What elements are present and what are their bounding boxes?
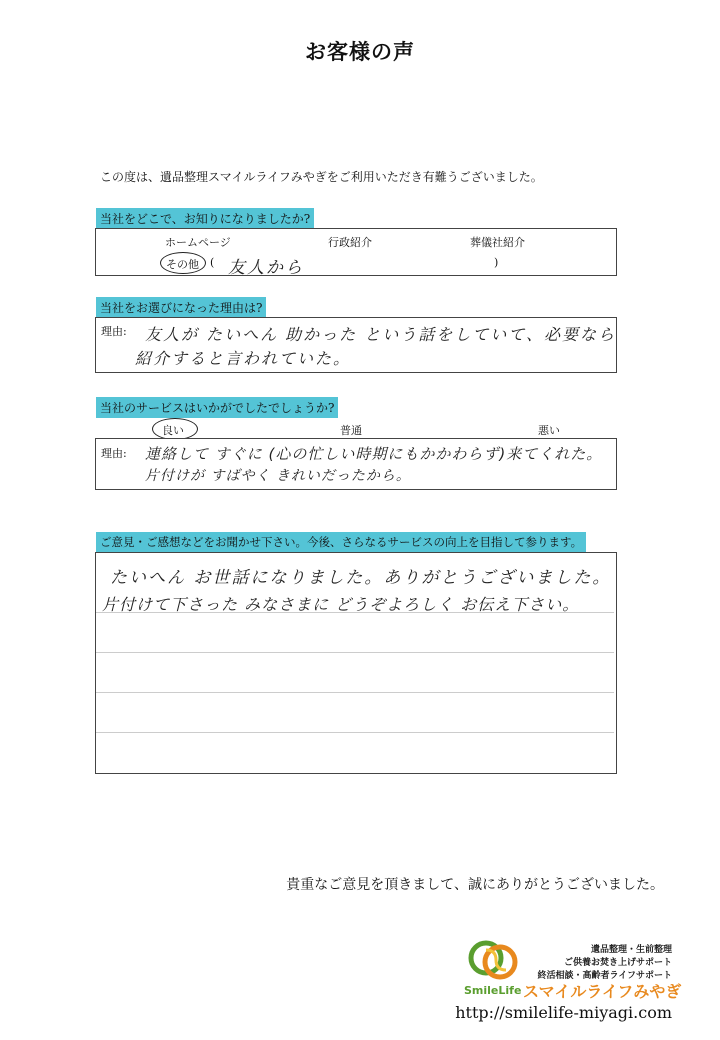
footer-brand-jp: スマイルライフみやぎ xyxy=(523,982,682,1001)
q1-option-gov: 行政紹介 xyxy=(328,236,372,249)
q1-option-homepage: ホームページ xyxy=(165,236,231,249)
smilelife-logo-icon xyxy=(466,938,520,984)
q4-divider-line xyxy=(96,692,614,693)
footer-service-2: ご供養お焚き上げサポート xyxy=(563,958,672,968)
closing-message: 貴重なご意見を頂きまして、誠にありがとうございました。 xyxy=(286,877,664,893)
q3-rating-good: 良い xyxy=(162,424,184,437)
q1-label: 当社をどこで、お知りになりましたか? xyxy=(96,208,314,229)
q4-divider-line xyxy=(96,652,614,653)
q4-answer-line-1: たいへん お世話になりました。ありがとうございました。 xyxy=(110,568,612,588)
q1-option-other: その他 xyxy=(166,258,199,271)
q2-answer-line-2: 紹介すると言われていた。 xyxy=(135,349,352,368)
q1-option-funeral: 葬儀社紹介 xyxy=(470,236,525,249)
q3-answer-line-2: 片付けが すばやく きれいだったから。 xyxy=(145,468,411,484)
q3-rating-normal: 普通 xyxy=(340,424,362,437)
q3-reason-label: 理由: xyxy=(101,447,127,460)
q3-answer-line-1: 連絡して すぐに (心の忙しい時期にもかかわらず)来てくれた。 xyxy=(145,445,603,463)
footer-brand-en: SmileLife xyxy=(464,984,522,997)
q4-answer-line-2: 片付けて下さった みなさまに どうぞよろしく お伝え下さい。 xyxy=(102,595,580,614)
q3-label: 当社のサービスはいかがでしたでしょうか? xyxy=(96,397,338,418)
footer-url[interactable]: http://smilelife-miyagi.com xyxy=(455,1003,672,1022)
page-title: お客様の声 xyxy=(305,40,415,64)
footer-service-1: 遺品整理・生前整理 xyxy=(590,945,672,955)
footer-service-3: 終活相談・高齢者ライフサポート xyxy=(537,971,672,981)
q1-paren-open: ( xyxy=(210,256,215,269)
q2-reason-label: 理由: xyxy=(101,325,127,338)
q1-handwritten-answer: 友人から xyxy=(228,258,304,278)
q4-label: ご意見・ご感想などをお聞かせ下さい。今後、さらなるサービスの向上を目指して参ります。 xyxy=(96,532,586,552)
q3-rating-bad: 悪い xyxy=(538,424,560,437)
q1-paren-close: ) xyxy=(494,256,499,269)
intro-text: この度は、遺品整理スマイルライフみやぎをご利用いただき有難うございました。 xyxy=(100,170,543,184)
q2-label: 当社をお選びになった理由は? xyxy=(96,297,266,318)
q2-answer-line-1: 友人が たいへん 助かった という話をしていて、必要なら xyxy=(145,325,616,344)
q4-divider-line xyxy=(96,732,614,733)
